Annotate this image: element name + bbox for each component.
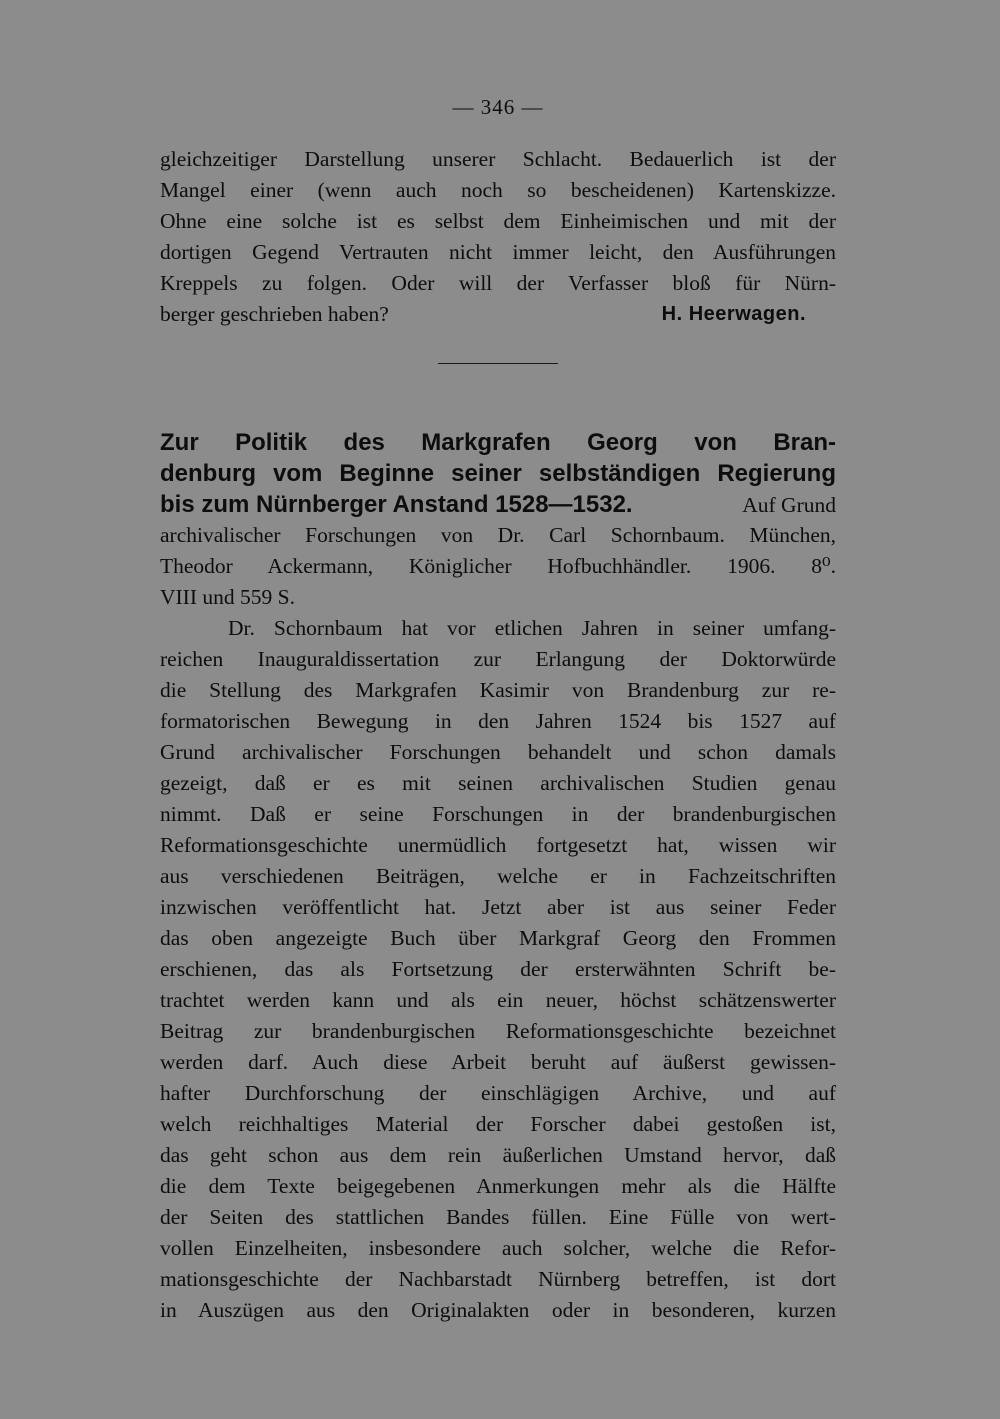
text-line: formatorischen Bewegung in den Jahren 1524 bis 1527 auf bbox=[160, 709, 836, 733]
bibliographic-text: Auf Grund bbox=[742, 493, 836, 517]
text-line: vollen Einzelheiten, insbesondere auch solcher, welche die Refor- bbox=[160, 1236, 836, 1260]
text-line: erschienen, das als Fortsetzung der ersterwähnten Schrift be- bbox=[160, 957, 836, 981]
text-line: die dem Texte beigegebenen Anmerkungen mehr als die Hälfte bbox=[160, 1174, 836, 1198]
text-line: Dr. Schornbaum hat vor etlichen Jahren in seiner umfang- bbox=[228, 616, 836, 640]
text-line: Reformationsgeschichte unermüdlich fortgesetzt hat, wissen wir bbox=[160, 833, 836, 857]
review-1-text bbox=[160, 144, 836, 330]
text-line: hafter Durchforschung der einschlägigen Archive, und auf bbox=[160, 1081, 836, 1105]
text-line: welch reichhaltiges Material der Forscher dabei gestoßen ist, bbox=[160, 1112, 836, 1136]
text-line: Grund archivalischer Forschungen behandelt und schon damals bbox=[160, 740, 836, 764]
text-line: Beitrag zur brandenburgischen Reformationsgeschichte bezeichnet bbox=[160, 1019, 836, 1043]
text-line: Kreppels zu folgen. Oder will der Verfasser bloß für Nürn- bbox=[160, 271, 836, 295]
bibliographic-line: VIII und 559 S. bbox=[160, 585, 295, 609]
text-line: das geht schon aus dem rein äußerlichen Umstand hervor, daß bbox=[160, 1143, 836, 1167]
text-line: Ohne eine solche ist es selbst dem Einheimischen und mit der bbox=[160, 209, 836, 233]
section-divider bbox=[438, 363, 558, 364]
text-line: in Auszügen aus den Originalakten oder in besonderen, kurzen bbox=[160, 1298, 836, 1322]
text-line: nimmt. Daß er seine Forschungen in der brandenburgischen bbox=[160, 802, 836, 826]
text-line: werden darf. Auch diese Arbeit beruht auf äußerst gewissen- bbox=[160, 1050, 836, 1074]
text-line: dortigen Gegend Vertrauten nicht immer leicht, den Ausführungen bbox=[160, 240, 836, 264]
text-line: der Seiten des stattlichen Bandes füllen. Eine Fülle von wert- bbox=[160, 1205, 836, 1229]
page-number: — 346 — bbox=[452, 95, 544, 119]
text-line: gezeigt, daß er es mit seinen archivalischen Studien genau bbox=[160, 771, 836, 795]
text-line: reichen Inauguraldissertation zur Erlangung der Doktorwürde bbox=[160, 647, 836, 671]
page bbox=[160, 92, 836, 1326]
text-line: trachtet werden kann und als ein neuer, höchst schätzenswerter bbox=[160, 988, 836, 1012]
text-line: gleichzeitiger Darstellung unserer Schlacht. Bedauerlich ist der bbox=[160, 147, 836, 171]
book-title-line bbox=[160, 489, 836, 520]
book-title-line: denburg vom Beginne seiner selbständigen Regierung bbox=[160, 460, 836, 487]
text-line: die Stellung des Markgrafen Kasimir von Brandenburg zur re- bbox=[160, 678, 836, 702]
review-2-heading bbox=[160, 427, 836, 613]
bibliographic-line: Theodor Ackermann, Königlicher Hofbuchhändler. 1906. 8⁰. bbox=[160, 554, 836, 578]
text-line: Mangel einer (wenn auch noch so bescheidenen) Kartenskizze. bbox=[160, 178, 836, 202]
text-line: aus verschiedenen Beiträgen, welche er in Fachzeitschriften bbox=[160, 864, 836, 888]
text-line: inzwischen veröffentlicht hat. Jetzt aber ist aus seiner Feder bbox=[160, 895, 836, 919]
bibliographic-line: archivalischer Forschungen von Dr. Carl Schornbaum. München, bbox=[160, 523, 836, 547]
text-line: das oben angezeigte Buch über Markgraf Georg den Frommen bbox=[160, 926, 836, 950]
text-line: berger geschrieben haben? bbox=[160, 302, 389, 326]
book-title-end: bis zum Nürnberger Anstand 1528—1532. bbox=[160, 491, 633, 518]
book-title-line: Zur Politik des Markgrafen Georg von Bran- bbox=[160, 429, 836, 456]
text-line: mationsgeschichte der Nachbarstadt Nürnberg betreffen, ist dort bbox=[160, 1267, 836, 1291]
review-2-body bbox=[160, 613, 836, 1326]
reviewer-signature: H. Heerwagen. bbox=[661, 303, 806, 325]
signature-line bbox=[160, 299, 836, 330]
